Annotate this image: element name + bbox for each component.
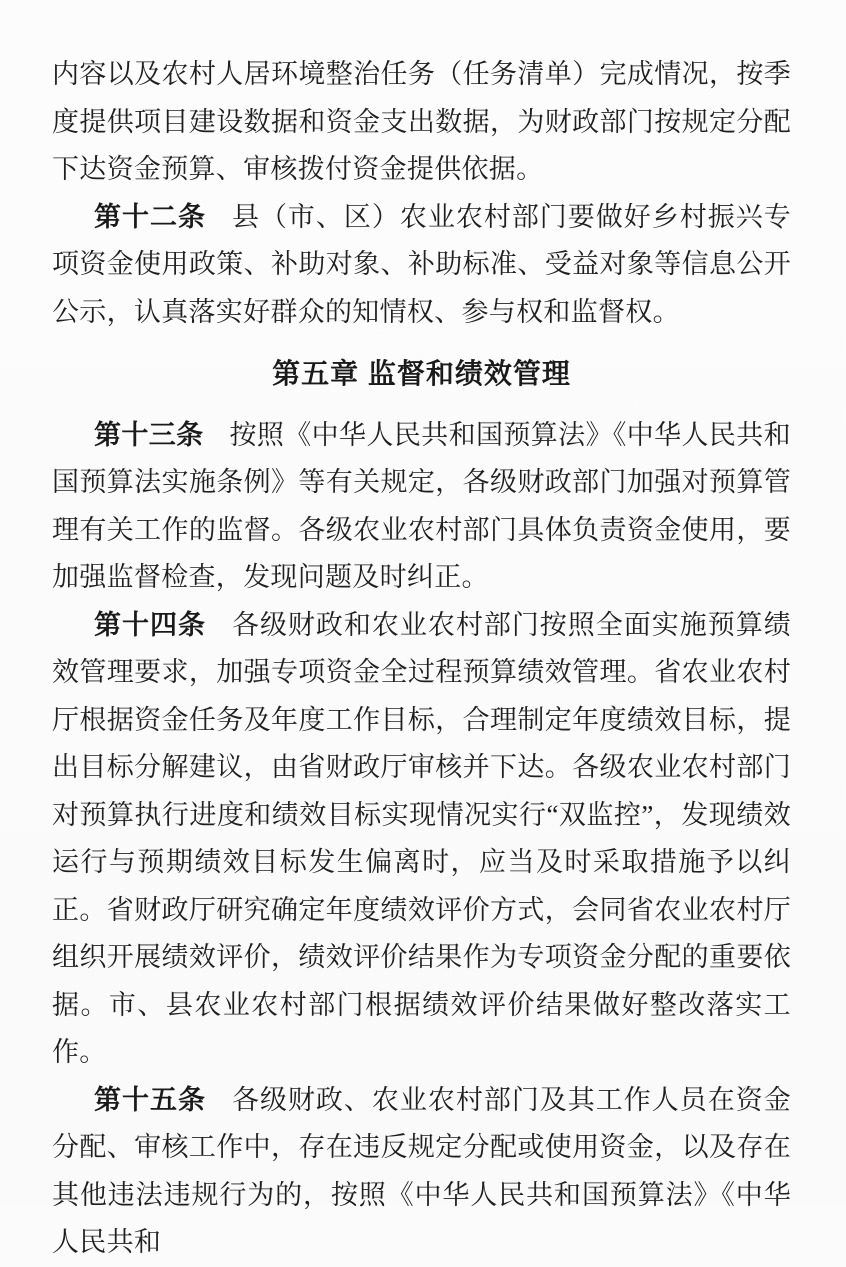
paragraph-continuation-text: 内容以及农村人居环境整治任务（任务清单）完成情况，按季度提供项目建设数据和资金支出数据，为财政部门按规定分配下达资金预算、审核拨付资金提供依据。	[52, 59, 791, 184]
article-13-label: 第十三条	[94, 419, 204, 450]
article-15-text: 各级财政、农业农村部门及其工作人员在资金分配、审核工作中，存在违反规定分配或使用资金，以及存在其他违法违规行为的，按照《中华人民共和国预算法》《中华人民共和	[52, 1084, 792, 1257]
article-12-text: 县（市、区）农业农村部门要做好乡村振兴专项资金使用政策、补助对象、补助标准、受益对象等信息公开公示，认真落实好群众的知情权、参与权和监督权。	[52, 201, 792, 327]
article-12-label: 第十二条	[94, 201, 206, 232]
article-14-paragraph	[52, 602, 791, 1077]
article-14-text: 各级财政和农业农村部门按照全面实施预算绩效管理要求，加强专项资金全过程预算绩效管理。省农业农村厅根据资金任务及年度工作目标，合理制定年度绩效目标，提出目标分解建议，由省财政厅审核并下达。各级农业农村部门对预算执行进度和绩效目标实现情况实行“双监控”，发现绩效运行与预期绩效目标发生偏离时，应当及时采取措施予以纠正。省财政厅研究确定年度绩效评价方式，会同省农业农村厅组织开展绩效评价，绩效评价结果作为专项资金分配的重要依据。市、县农业农村部门根据绩效评价结果做好整改落实工作。	[52, 609, 792, 1067]
article-13-paragraph	[52, 412, 791, 602]
chapter-5-heading: 第五章 监督和绩效管理	[272, 358, 571, 389]
article-15-paragraph	[52, 1077, 791, 1267]
paragraph-continuation	[52, 51, 791, 194]
article-15-label: 第十五条	[94, 1084, 206, 1115]
article-14-label: 第十四条	[94, 609, 206, 640]
article-12-paragraph	[52, 194, 791, 337]
article-13-text: 按照《中华人民共和国预算法》《中华人民共和国预算法实施条例》等有关规定，各级财政部门加强对预算管理有关工作的监督。各级农业农村部门具体负责资金使用，要加强监督检查，发现问题及时纠正。	[52, 419, 791, 592]
